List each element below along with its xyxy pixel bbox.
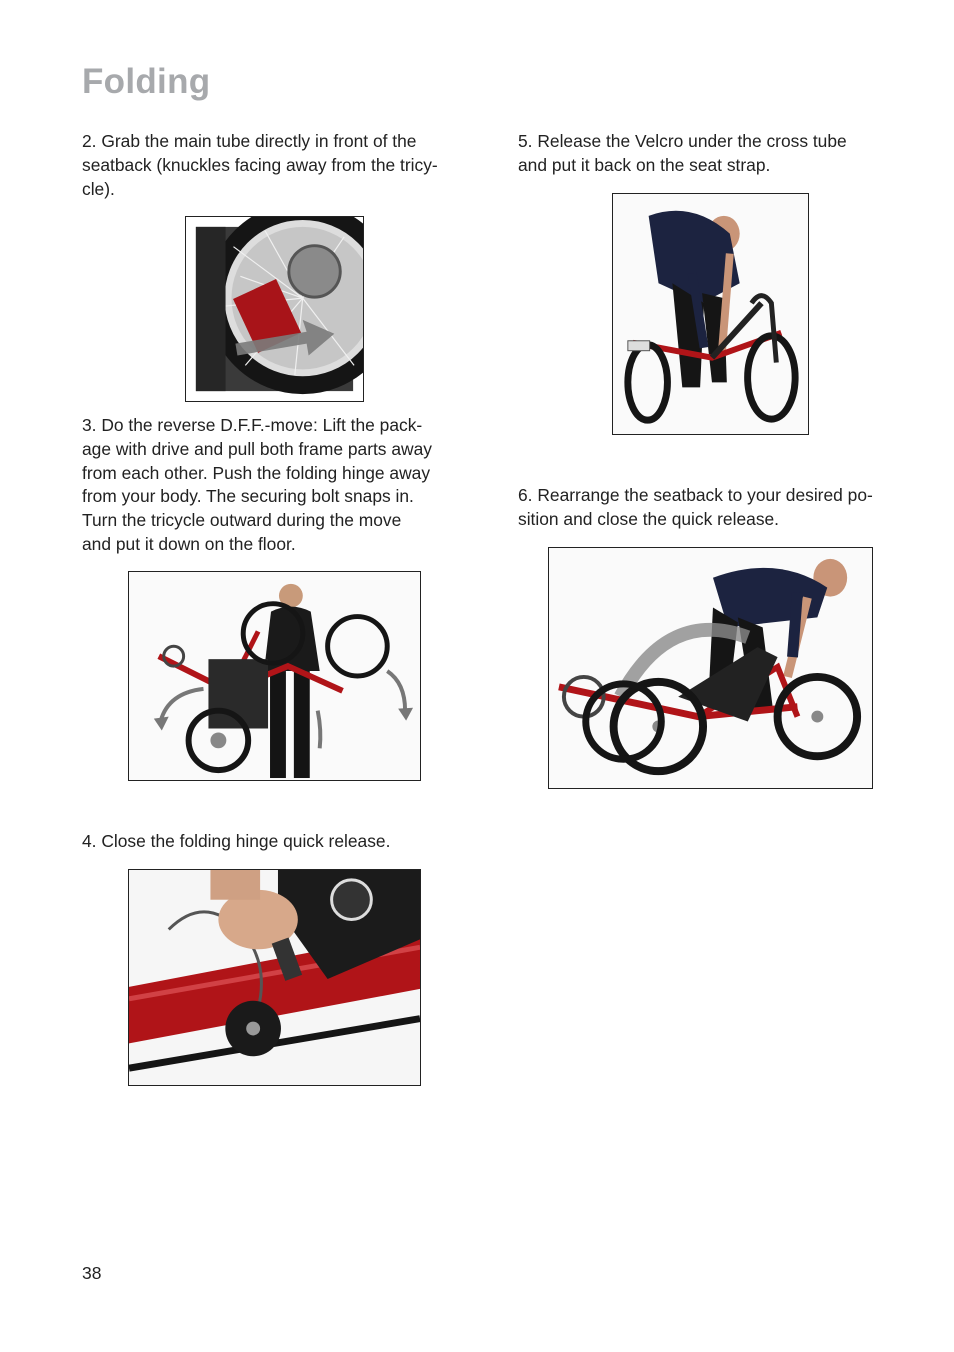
photo-step-5-release-velcro — [612, 193, 809, 435]
step-4-text: 4. Close the folding hinge quick release. — [82, 831, 391, 851]
photo-step-2-grab-main-tube — [185, 216, 364, 402]
step-2-text: 2. Grab the main tube directly in front of the seatback (knuckles facing away from the tricy- cle). — [82, 131, 438, 199]
photo-step-4-close-hinge-quick-release — [128, 869, 421, 1086]
page-title: Folding — [82, 62, 211, 101]
step-3-text: 3. Do the reverse D.F.F.-move: Lift the pack- age with drive and pull both frame parts away from each other. Push the folding hinge away from your body. The securing bolt snaps in. Turn the tricycle outward during the move and put it down on the floor. — [82, 415, 432, 554]
photo-step-6-rearrange-seatback — [548, 547, 873, 789]
photo-step-3-reverse-dff-move — [128, 571, 421, 781]
step-5-text: 5. Release the Velcro under the cross tube and put it back on the seat strap. — [518, 131, 847, 175]
page-number: 38 — [82, 1263, 102, 1283]
step-6-text: 6. Rearrange the seatback to your desired po- sition and close the quick release. — [518, 485, 873, 529]
